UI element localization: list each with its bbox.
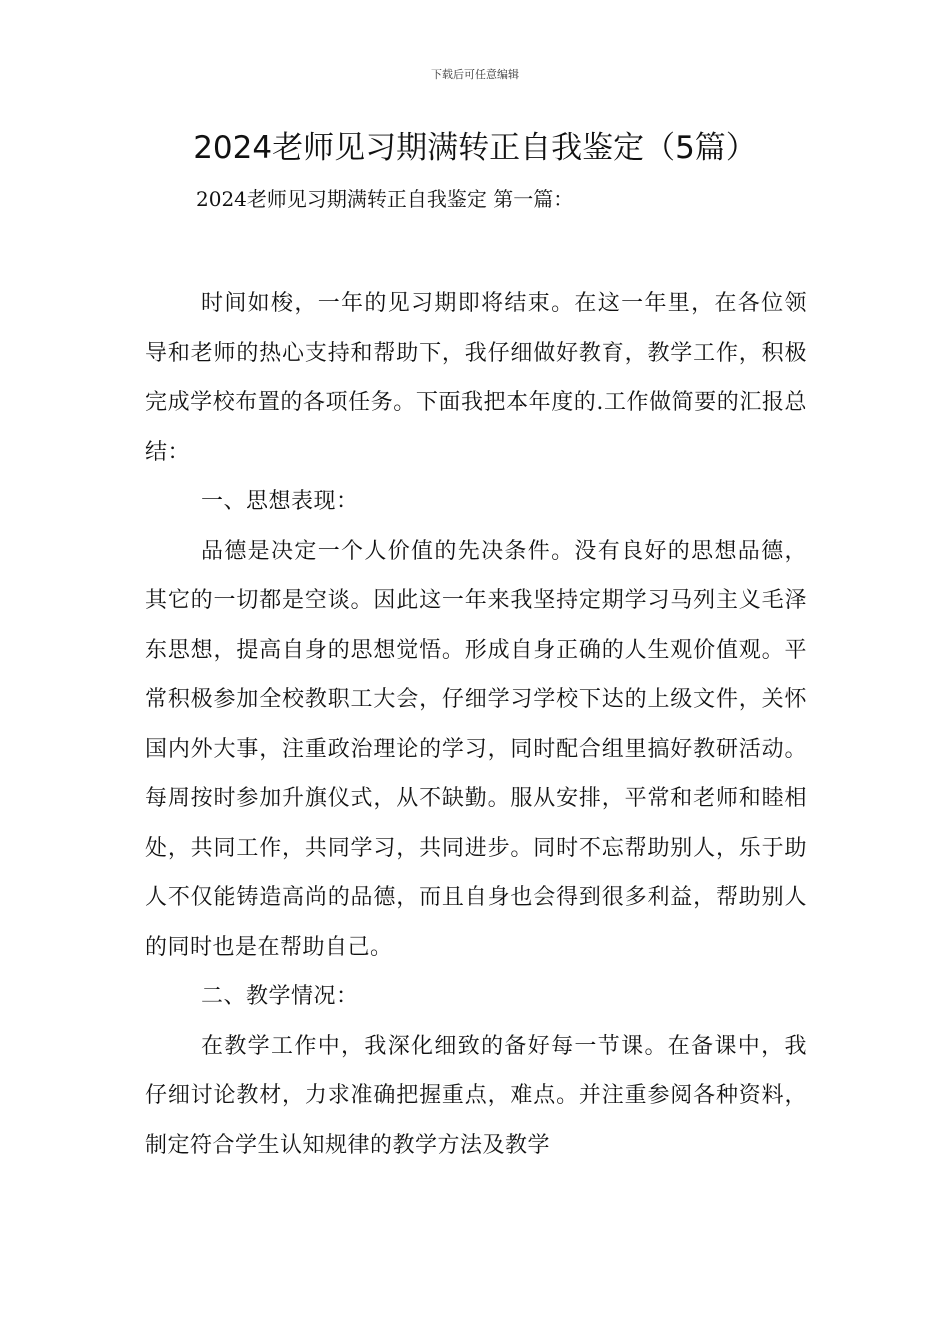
heading-teaching: 二、教学情况： bbox=[201, 984, 359, 1009]
document-title: 2024老师见习期满转正自我鉴定（5篇） bbox=[193, 130, 757, 166]
paragraph-intro: 时间如梭，一年的见习期即将结束。在这一年里，在各位领导和老师的热心支持和帮助下，我仔细做好教育，教学工作，积极完成学校布置的各项任务。下面我把本年度的.工作做简要的汇报总结： bbox=[145, 291, 807, 465]
heading-thought: 一、思想表现： bbox=[201, 489, 359, 514]
section-subtitle: 2024老师见习期满转正自我鉴定 第一篇： bbox=[196, 187, 574, 211]
document-body bbox=[145, 279, 807, 1170]
paragraph-teaching: 在教学工作中，我深化细致的备好每一节课。在备课中，我仔细讨论教材，力求准确把握重点，难点。并注重参阅各种资料，制定符合学生认知规律的教学方法及教学 bbox=[145, 1033, 807, 1158]
header-note: 下载后可任意编辑 bbox=[431, 68, 519, 81]
paragraph-thought: 品德是决定一个人价值的先决条件。没有良好的思想品德，其它的一切都是空谈。因此这一年来我坚持定期学习马列主义毛泽东思想，提高自身的思想觉悟。形成自身正确的人生观价值观。平常积极参加全校教职工大会，仔细学习学校下达的上级文件，关怀国内外大事，注重政治理论的学习，同时配合组里搞好教研活动。每周按时参加升旗仪式，从不缺勤。服从安排，平常和老师和睦相处，共同工作，共同学习，共同进步。同时不忘帮助别人，乐于助人不仅能铸造高尚的品德，而且自身也会得到很多利益，帮助别人的同时也是在帮助自己。 bbox=[145, 538, 807, 960]
